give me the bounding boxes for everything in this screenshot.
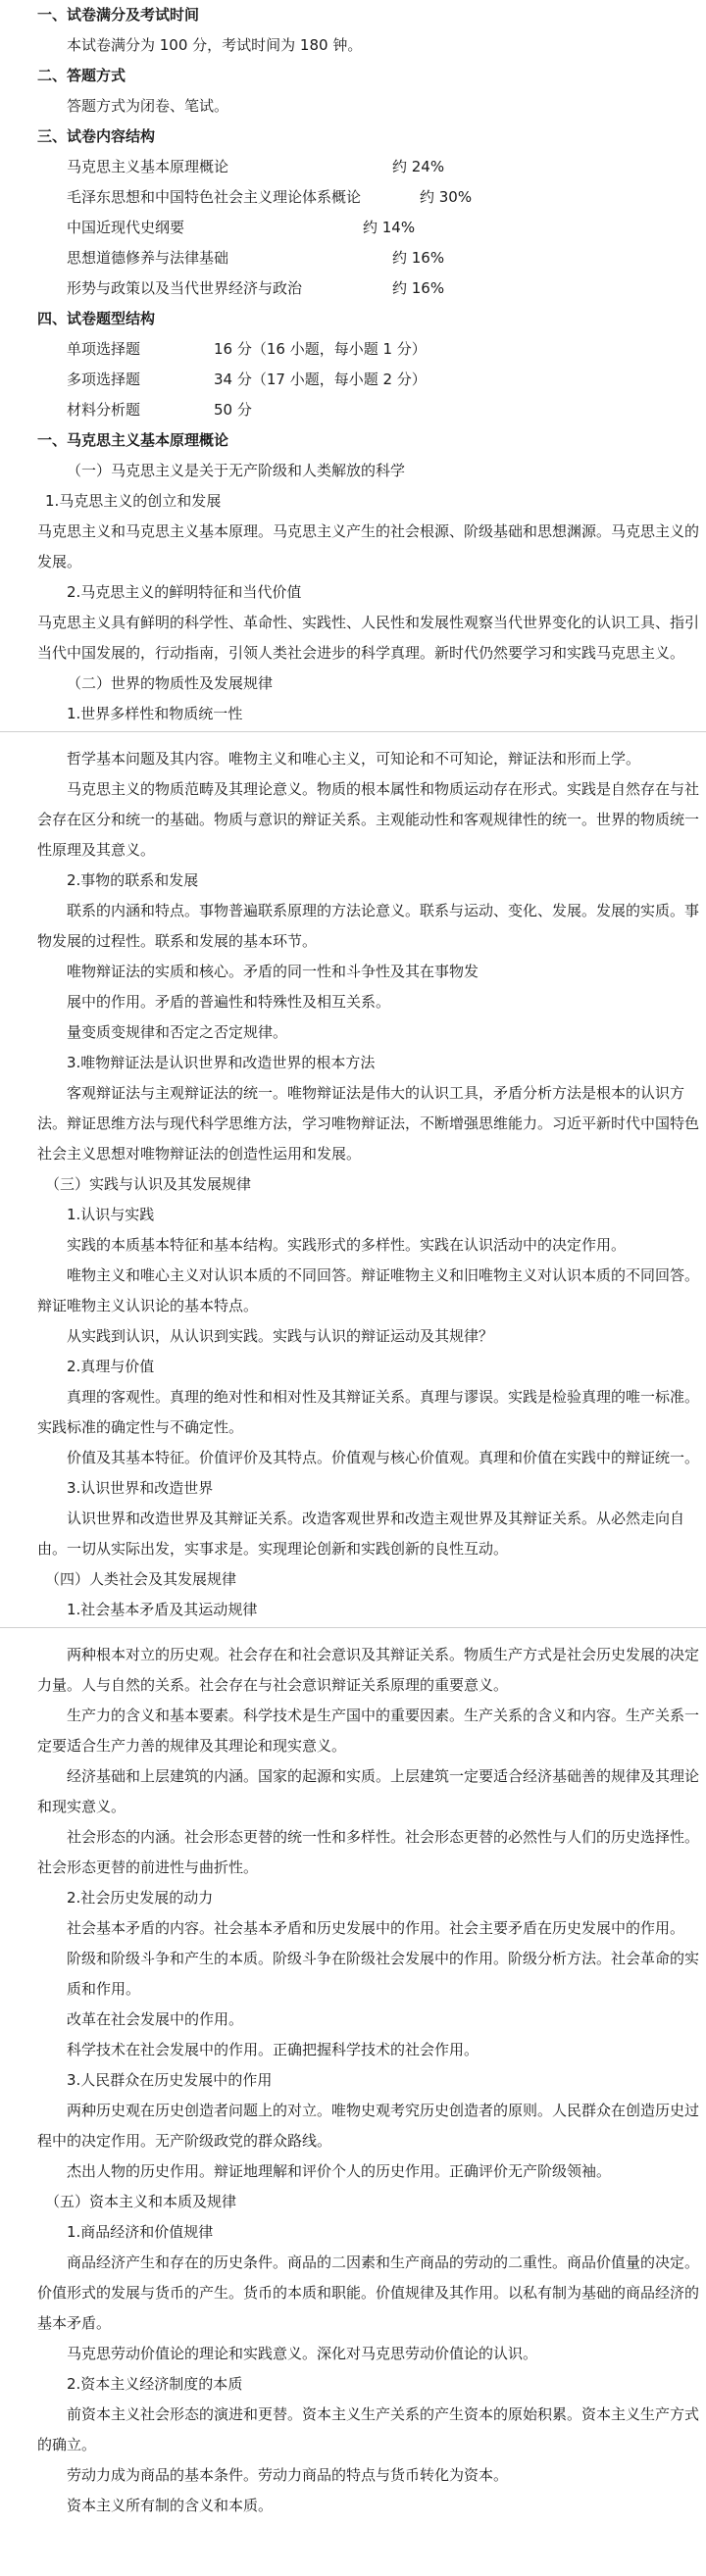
paragraph: 客观辩证法与主观辩证法的统一。唯物辩证法是伟大的认识工具，矛盾分析方法是根本的认识方法。辩证思维方法与现代科学思维方法，学习唯物辩证法，不断增强思维能力。习近平新时代中国特色社会主义思想对唯物辩证法的创造性运用和发展。	[37, 1084, 700, 1163]
subject-percent: 约 16%	[392, 279, 445, 297]
paragraph: 社会基本矛盾的内容。社会基本矛盾和历史发展中的作用。社会主要矛盾在历史发展中的作用。	[67, 1919, 685, 1937]
page-break	[0, 1627, 706, 1628]
paragraph: 两种历史观在历史创造者问题上的对立。唯物史观考究历史创造者的原则。人民群众在创造历史过程中的决定作用。无产阶级政党的群众路线。	[37, 2102, 700, 2150]
section-heading: （四）人类社会及其发展规律	[45, 1570, 237, 1588]
page-break	[0, 731, 706, 732]
paragraph: 本试卷满分为 100 分，考试时间为 180 钟。	[67, 36, 363, 54]
subject-percent: 约 30%	[420, 188, 473, 206]
heading-exam-score-time: 一、试卷满分及考试时间	[37, 6, 200, 24]
list-item	[67, 334, 700, 365]
paragraph: 唯物主义和唯心主义对认识本质的不同回答。辩证唯物主义和旧唯物主义对认识本质的不同回答。辩证唯物主义认识论的基本特点。	[37, 1266, 700, 1314]
paragraph: 量变质变规律和否定之否定规律。	[67, 1023, 288, 1041]
heading-question-types: 四、试卷题型结构	[37, 310, 156, 327]
section-heading: （五）资本主义和本质及规律	[45, 2193, 237, 2210]
paragraph: 马克思主义的物质范畴及其理论意义。物质的根本属性和物质运动存在形式。实践是自然存在与社会存在区分和统一的基础。物质与意识的辩证关系。主观能动性和客观规律性的统一。世界的物质统一性原理及其意义。	[37, 780, 700, 859]
list-item	[67, 152, 700, 182]
subsection-heading: 2.真理与价值	[67, 1358, 155, 1375]
paragraph: 阶级和阶级斗争和产生的本质。阶级斗争在阶级社会发展中的作用。阶级分析方法。社会革命的实质和作用。	[67, 1950, 700, 1998]
subject-percent: 约 24%	[392, 158, 445, 175]
paragraph: 答题方式为闭卷、笔试。	[67, 97, 229, 115]
paragraph: 资本主义所有制的含义和本质。	[67, 2497, 274, 2514]
list-item	[67, 213, 700, 243]
subsection-heading: 2.事物的联系和发展	[67, 871, 199, 889]
question-type-score: 34 分（17 小题，每小题 2 分）	[214, 371, 427, 388]
subsection-heading: 2.马克思主义的鲜明特征和当代价值	[67, 583, 302, 601]
paragraph: 马克思主义和马克思主义基本原理。马克思主义产生的社会根源、阶级基础和思想渊源。马克思主义的发展。	[37, 522, 700, 570]
paragraph: 商品经济产生和存在的历史条件。商品的二因素和生产商品的劳动的二重性。商品价值量的决定。价值形式的发展与货币的产生。货币的本质和职能。价值规律及其作用。以私有制为基础的商品经济的基本矛盾。	[37, 2254, 700, 2332]
question-type-score: 16 分（16 小题，每小题 1 分）	[214, 340, 427, 358]
paragraph: 联系的内涵和特点。事物普遍联系原理的方法论意义。联系与运动、变化、发展。发展的实质。事物发展的过程性。联系和发展的基本环节。	[37, 902, 700, 950]
paragraph: 真理的客观性。真理的绝对性和相对性及其辩证关系。真理与谬误。实践是检验真理的唯一标准。实践标准的确定性与不确定性。	[37, 1388, 700, 1436]
paragraph: 马克思劳动价值论的理论和实践意义。深化对马克思劳动价值论的认识。	[67, 2345, 538, 2362]
paragraph: 从实践到认识，从认识到实践。实践与认识的辩证运动及其规律？	[67, 1327, 494, 1345]
subsection-heading: 3.唯物辩证法是认识世界和改造世界的根本方法	[67, 1054, 376, 1071]
paragraph: 改革在社会发展中的作用。	[67, 2010, 244, 2028]
subsection-heading: 1.认识与实践	[67, 1206, 155, 1223]
question-type-score: 50 分	[214, 401, 252, 419]
list-item	[67, 243, 700, 273]
content-structure-list	[37, 152, 700, 304]
list-item	[67, 273, 700, 304]
paragraph: 两种根本对立的历史观。社会存在和社会意识及其辩证关系。物质生产方式是社会历史发展的决定力量。人与自然的关系。社会存在与社会意识辩证关系原理的重要意义。	[37, 1646, 700, 1694]
subject-name: 思想道德修养与法律基础	[67, 249, 229, 267]
subsection-heading: 3.认识世界和改造世界	[67, 1479, 214, 1497]
paragraph: 认识世界和改造世界及其辩证关系。改造客观世界和改造主观世界及其辩证关系。从必然走向自由。一切从实际出发，实事求是。实现理论创新和实践创新的良性互动。	[37, 1510, 685, 1558]
heading-content-structure: 三、试卷内容结构	[37, 127, 156, 145]
paragraph: 马克思主义具有鲜明的科学性、革命性、实践性、人民性和发展性观察当代世界变化的认识工具、指引当代中国发展的，行动指南，引领人类社会进步的科学真理。新时代仍然要学习和实践马克思主义。	[37, 614, 700, 662]
paragraph: 实践的本质基本特征和基本结构。实践形式的多样性。实践在认识活动中的决定作用。	[67, 1236, 627, 1254]
question-type-list	[37, 334, 700, 425]
subject-name: 中国近现代史纲要	[67, 219, 185, 236]
paragraph: 唯物辩证法的实质和核心。矛盾的同一性和斗争性及其在事物发	[67, 963, 479, 980]
subject-name: 形势与政策以及当代世界经济与政治	[67, 279, 303, 297]
subsection-heading: 2.资本主义经济制度的本质	[67, 2375, 243, 2393]
subsection-heading: 1.商品经济和价值规律	[67, 2223, 214, 2241]
page-1	[37, 0, 700, 729]
paragraph: 前资本主义社会形态的演进和更替。资本主义生产关系的产生资本的原始积累。资本主义生产方式的确立。	[37, 2405, 700, 2453]
subject-percent: 约 14%	[363, 219, 416, 236]
paragraph: 社会形态的内涵。社会形态更替的统一性和多样性。社会形态更替的必然性与人们的历史选择性。社会形态更替的前进性与曲折性。	[37, 1828, 700, 1876]
paragraph: 展中的作用。矛盾的普遍性和特殊性及相互关系。	[67, 993, 391, 1011]
list-item	[67, 395, 700, 425]
subsection-heading: 2.社会历史发展的动力	[67, 1889, 214, 1907]
subject-name: 马克思主义基本原理概论	[67, 158, 229, 175]
question-type-name: 多项选择题	[67, 371, 141, 388]
paragraph: 生产力的含义和基本要素。科学技术是生产国中的重要因素。生产关系的含义和内容。生产关系一定要适合生产力善的规律及其理论和现实意义。	[37, 1707, 700, 1755]
paragraph: 劳动力成为商品的基本条件。劳动力商品的特点与货币转化为资本。	[67, 2466, 509, 2484]
subsection-heading: 1.社会基本矛盾及其运动规律	[67, 1601, 258, 1618]
section-heading: （二）世界的物质性及发展规律	[67, 674, 274, 692]
question-type-name: 材料分析题	[67, 401, 141, 419]
list-item	[67, 182, 700, 213]
section-heading: （三）实践与认识及其发展规律	[45, 1175, 252, 1193]
subject-percent: 约 16%	[392, 249, 445, 267]
paragraph: 价值及其基本特征。价值评价及其特点。价值观与核心价值观。真理和价值在实践中的辩证统一。	[67, 1449, 700, 1466]
page-3	[37, 1640, 700, 2521]
page-2	[37, 744, 700, 1625]
subsection-heading: 1.马克思主义的创立和发展	[45, 492, 222, 510]
paragraph: 科学技术在社会发展中的作用。正确把握科学技术的社会作用。	[67, 2041, 479, 2058]
heading-answer-mode: 二、答题方式	[37, 67, 126, 84]
paragraph: 经济基础和上层建筑的内涵。国家的起源和实质。上层建筑一定要适合经济基础善的规律及其理论和现实意义。	[37, 1767, 700, 1815]
subject-name: 毛泽东思想和中国特色社会主义理论体系概论	[67, 188, 362, 206]
question-type-name: 单项选择题	[67, 340, 141, 358]
paragraph: 哲学基本问题及其内容。唯物主义和唯心主义，可知论和不可知论，辩证法和形而上学。	[67, 750, 641, 768]
section-heading: （一）马克思主义是关于无产阶级和人类解放的科学	[67, 462, 406, 479]
subsection-heading: 3.人民群众在历史发展中的作用	[67, 2071, 273, 2089]
heading-part-1: 一、马克思主义基本原理概论	[37, 431, 229, 449]
subsection-heading: 1.世界多样性和物质统一性	[67, 705, 243, 722]
list-item	[67, 365, 700, 395]
paragraph: 杰出人物的历史作用。辩证地理解和评价个人的历史作用。正确评价无产阶级领袖。	[67, 2162, 612, 2180]
